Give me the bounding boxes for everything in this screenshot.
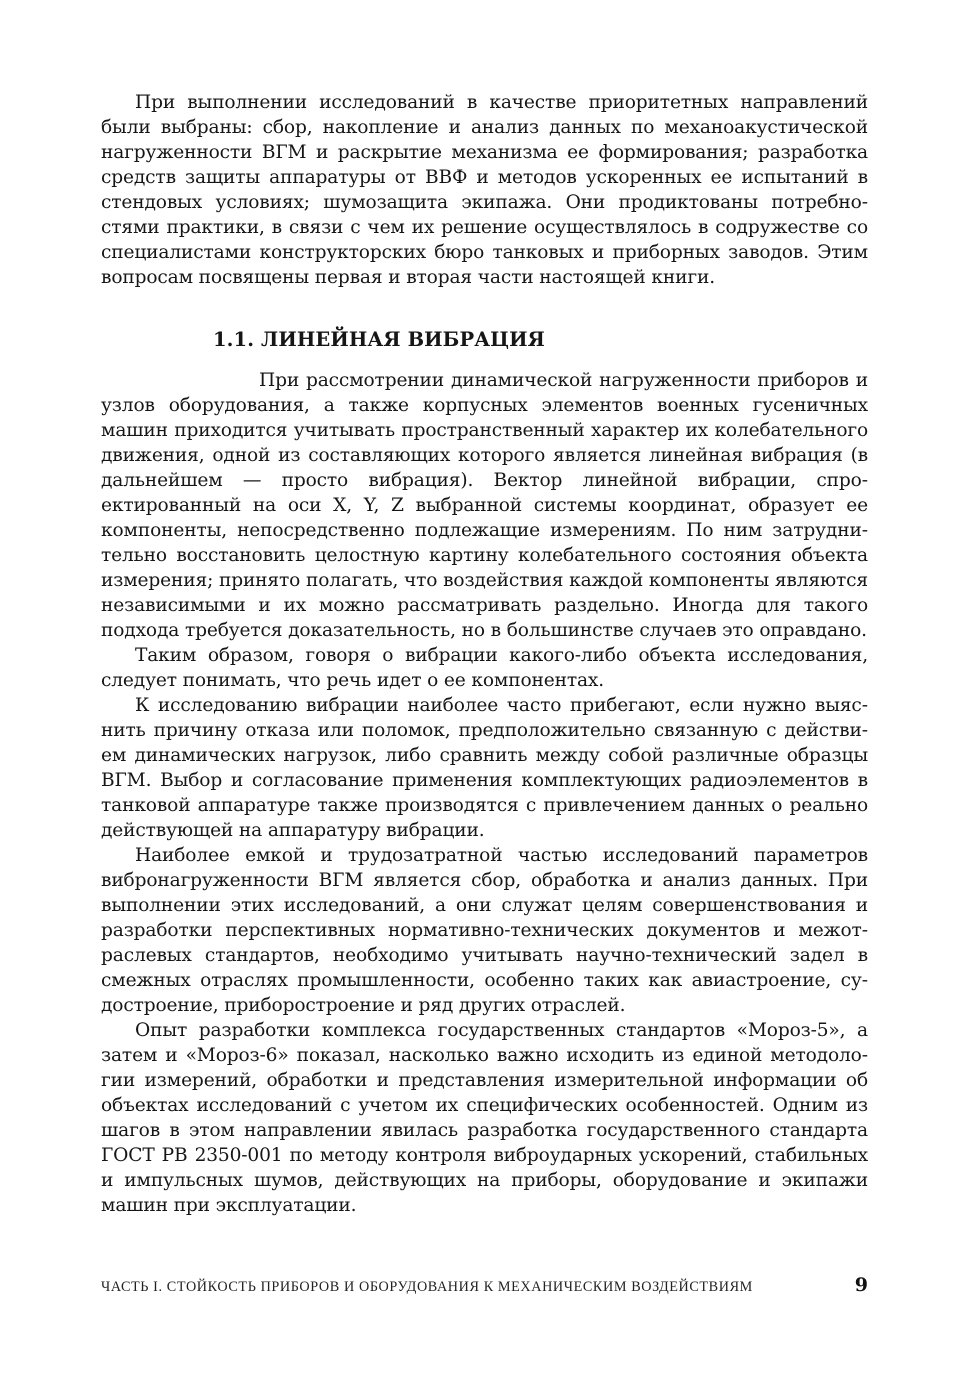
paragraph-failure-causes: К исследованию вибрации наиболее часто прибегают, если нужно выяснить причину отказа или поломок, предположительно связанную с действием динамических нагрузок, либо сравнить между собой различные образцы ВГМ. Выбор и согласование применения комплектующих радиоэлементов в танковой аппаратуре также производятся с привлечением данных о реально действующей на аппаратуру вибрации. bbox=[101, 695, 868, 841]
paragraph-linear-vibration: При рассмотрении динамической нагруженности приборов и узлов оборудования, а также корпусных элементов военных гусеничных машин приходится учитывать пространственный характер их колебательного движения, одной из составляющих которого является линейная вибрация (в дальнейшем — просто вибрация). Вектор линейной вибрации, спроектированный на оси X, Y, Z выбранной системы координат, образует ее компоненты, непосредственно подлежащие измерениям. По ним затруднительно восстановить целостную картину колебательного состояния объекта измерения; принято полагать, что воздействия каждой компоненты являются независимыми и их можно рассматривать раздельно. Иногда для такого подхода требуется доказательность, но в большинстве случаев это оправдано. bbox=[101, 370, 868, 641]
paragraph-components: Таким образом, говоря о вибрации какого-либо объекта исследования, следует понимать, что речь идет о ее компонентах. bbox=[101, 645, 868, 691]
page-footer bbox=[101, 1274, 868, 1296]
page-body bbox=[101, 90, 868, 1218]
paragraph-standards: Опыт разработки комплекса государственных стандартов «Мороз-5», а затем и «Мороз-6» показал, насколько важно исходить из единой методологии измерений, обработки и представления измерительной информации об объектах исследований с учетом их специфических особенностей. Одним из шагов в этом направлении явилась разработка государственного стандарта ГОСТ РВ 2350-001 по методу контроля виброударных ускорений, стабильных и импульсных шумов, действующих на приборы, оборудование и экипажи машин при эксплуатации. bbox=[101, 1020, 868, 1216]
intro-paragraph: При выполнении исследований в качестве приоритетных направлений были выбраны: сбор, накопление и анализ данных по механоакустической нагруженности ВГМ и раскрытие механизма ее формирования; разработка средств защиты аппаратуры от ВВФ и методов ускоренных ее испытаний в стендовых условиях; шумозащита экипажа. Они продиктованы потребностями практики, в связи с чем их решение осуществлялось в содружестве со специалистами конструкторских бюро танковых и приборных заводов. Этим вопросам посвящены первая и вторая части настоящей книги. bbox=[101, 92, 868, 288]
section-heading: 1.1. ЛИНЕЙНАЯ ВИБРАЦИЯ bbox=[213, 328, 545, 351]
page-number: 9 bbox=[854, 1274, 868, 1296]
paragraph-data-processing: Наиболее емкой и трудозатратной частью исследований параметров вибронагруженности ВГМ является сбор, обработка и анализ данных. При выполнении этих исследований, а они служат целям совершенствования и разработки перспективных нормативно-технических документов и межотраслевых стандартов, необходимо учитывать научно-технический задел в смежных отраслях промышленности, особенно таких как авиастроение, судостроение, приборостроение и ряд других отраслей. bbox=[101, 845, 868, 1016]
running-title: ЧАСТЬ I. СТОЙКОСТЬ ПРИБОРОВ И ОБОРУДОВАНИЯ К МЕХАНИЧЕСКИМ ВОЗДЕЙСТВИЯМ bbox=[101, 1279, 753, 1295]
